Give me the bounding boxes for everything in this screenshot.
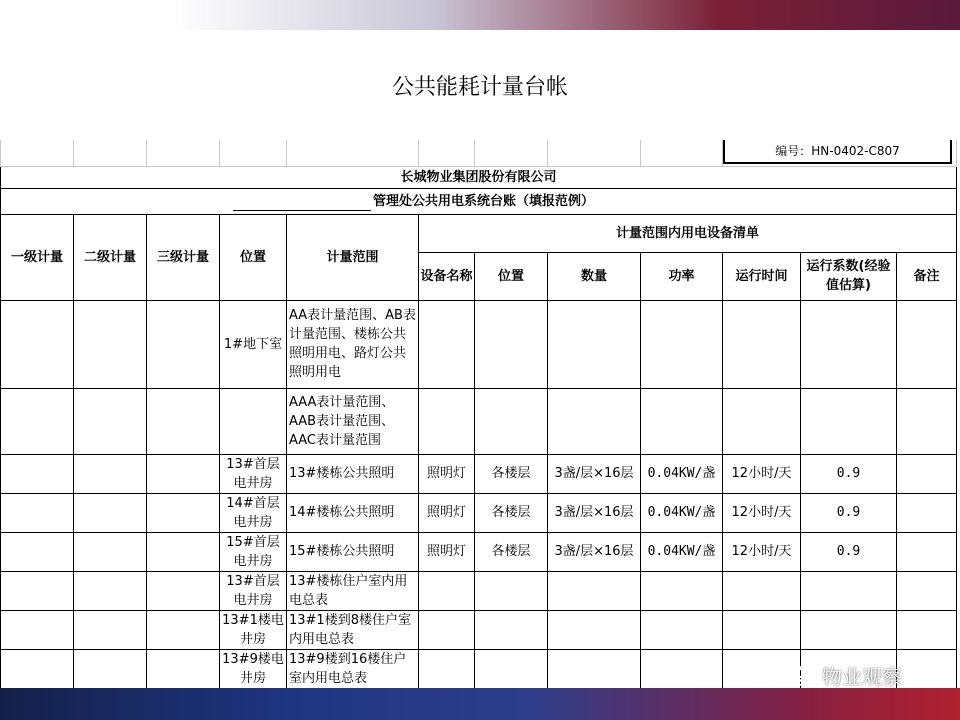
device-cell: 照明灯 [419,454,475,493]
level3-cell [147,532,220,571]
header-device-name: 设备名称 [419,252,475,300]
quantity-cell [548,388,641,454]
level2-cell [74,454,147,493]
level1-cell [1,649,74,688]
coefficient-cell: 0.9 [801,493,897,532]
watermark [780,660,902,690]
remark-cell [897,649,957,688]
scope-cell: 15#楼栋公共照明 [287,532,419,571]
level1-cell [1,571,74,610]
device-cell [419,610,475,649]
document-code: 编号：HN-0402-C807 [723,140,952,164]
ledger-title [1,188,957,214]
level2-cell [74,649,147,688]
table-row [1,388,957,454]
quantity-cell: 3盏/层×16层 [548,493,641,532]
code-row [1,140,957,166]
table-row [1,454,957,493]
position-cell: 各楼层 [475,532,548,571]
table-row [1,300,957,388]
quantity-cell [548,649,641,688]
location-cell: 13#首层电井房 [220,454,287,493]
header-level1: 一级计量 [1,214,74,300]
coefficient-cell: 0.9 [801,532,897,571]
remark-cell [897,454,957,493]
remark-cell [897,610,957,649]
power-cell: 0.04KW/盏 [641,454,723,493]
header-remark: 备注 [897,252,957,300]
power-cell [641,388,723,454]
ledger-body [1,300,957,688]
quantity-cell [548,610,641,649]
coefficient-cell: 0.9 [801,454,897,493]
position-cell: 各楼层 [475,454,548,493]
coefficient-cell [801,610,897,649]
level3-cell [147,300,220,388]
level1-cell [1,493,74,532]
header-level3: 三级计量 [147,214,220,300]
position-cell: 各楼层 [475,493,548,532]
level1-cell [1,388,74,454]
location-cell: 14#首层电井房 [220,493,287,532]
quantity-cell: 3盏/层×16层 [548,454,641,493]
position-cell [475,649,548,688]
location-cell: 13#1楼电井房 [220,610,287,649]
level2-cell [74,571,147,610]
device-cell [419,300,475,388]
ledger-title-text: 管理处公共用电系统台账（填报范例） [373,193,595,209]
quantity-cell [548,300,641,388]
location-cell [220,388,287,454]
coefficient-cell [801,388,897,454]
company-name: 长城物业集团股份有限公司 [1,166,957,188]
device-cell: 照明灯 [419,532,475,571]
header-runtime: 运行时间 [723,252,801,300]
top-gradient-bar [0,0,960,30]
position-cell [475,610,548,649]
scope-cell: 13#1楼到8楼住户室内用电总表 [287,610,419,649]
quantity-cell [548,571,641,610]
position-cell [475,388,548,454]
runtime-cell: 12小时/天 [723,532,801,571]
device-cell [419,388,475,454]
table-row [1,493,957,532]
level2-cell [74,610,147,649]
level3-cell [147,610,220,649]
wechat-icon [780,663,816,687]
scope-cell: AA表计量范围、AB表计量范围、楼栋公共照明用电、路灯公共照明用电 [287,300,419,388]
level3-cell [147,493,220,532]
remark-cell [897,571,957,610]
device-cell [419,571,475,610]
power-cell [641,649,723,688]
level2-cell [74,388,147,454]
header-position: 位置 [475,252,548,300]
location-cell: 13#首层电井房 [220,571,287,610]
ledger-sheet [0,140,960,688]
power-cell: 0.04KW/盏 [641,532,723,571]
scope-cell: 13#楼栋住户室内用电总表 [287,571,419,610]
level1-cell [1,532,74,571]
remark-cell [897,532,957,571]
quantity-cell: 3盏/层×16层 [548,532,641,571]
watermark-text: 物业观察 [822,664,902,689]
scope-cell: 13#9楼到16楼住户室内用电总表 [287,649,419,688]
location-cell: 1#地下室 [220,300,287,388]
runtime-cell: 12小时/天 [723,493,801,532]
runtime-cell [723,571,801,610]
runtime-cell [723,300,801,388]
remark-cell [897,388,957,454]
slide-title: 公共能耗计量台帐 [391,75,568,100]
table-row [1,610,957,649]
blank-fill-line [233,196,371,211]
header-level2: 二级计量 [74,214,147,300]
power-cell [641,300,723,388]
level1-cell [1,454,74,493]
device-cell [419,649,475,688]
level2-cell [74,493,147,532]
table-row [1,532,957,571]
position-cell [475,571,548,610]
device-cell: 照明灯 [419,493,475,532]
runtime-cell: 12小时/天 [723,454,801,493]
level2-cell [74,532,147,571]
header-scope: 计量范围 [287,214,419,300]
coefficient-cell [801,300,897,388]
header-power: 功率 [641,252,723,300]
scope-cell: 13#楼栋公共照明 [287,454,419,493]
scope-cell: AAA表计量范围、AAB表计量范围、AAC表计量范围 [287,388,419,454]
table-row [1,571,957,610]
level3-cell [147,649,220,688]
bottom-gradient-bar [0,688,960,720]
power-cell: 0.04KW/盏 [641,493,723,532]
remark-cell [897,300,957,388]
location-cell: 13#9楼电井房 [220,649,287,688]
runtime-cell [723,388,801,454]
position-cell [475,300,548,388]
level1-cell [1,300,74,388]
runtime-cell [723,610,801,649]
header-quantity: 数量 [548,252,641,300]
remark-cell [897,493,957,532]
level1-cell [1,610,74,649]
header-equipment-group: 计量范围内用电设备清单 [419,214,957,252]
level3-cell [147,454,220,493]
power-cell [641,610,723,649]
header-coefficient: 运行系数(经验值估算) [801,252,897,300]
level3-cell [147,571,220,610]
header-location: 位置 [220,214,287,300]
power-cell [641,571,723,610]
location-cell: 15#首层电井房 [220,532,287,571]
scope-cell: 14#楼栋公共照明 [287,493,419,532]
level3-cell [147,388,220,454]
ledger-table [0,140,957,688]
coefficient-cell [801,571,897,610]
level2-cell [74,300,147,388]
